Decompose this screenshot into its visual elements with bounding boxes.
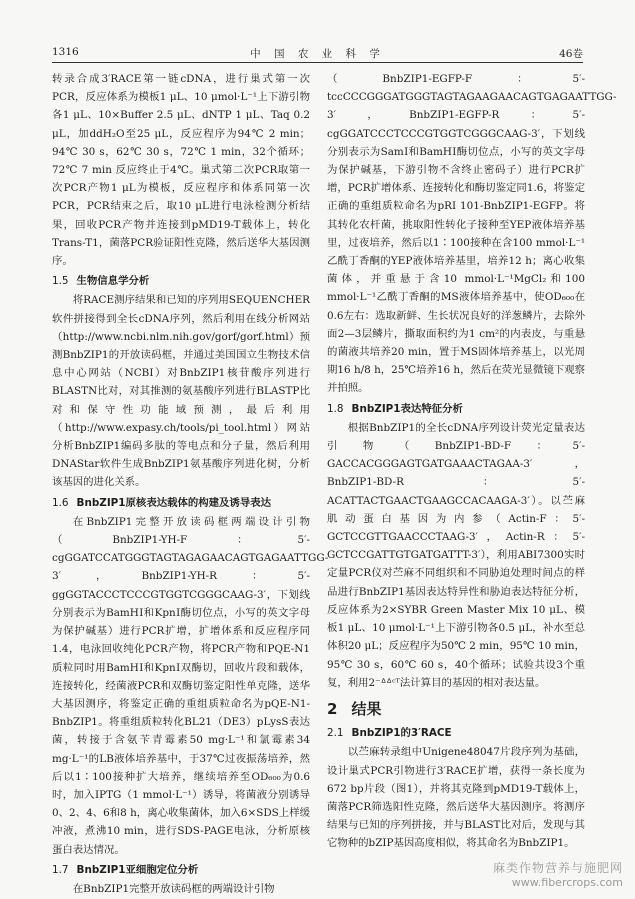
section-number: 1.7 xyxy=(52,863,69,876)
watermark xyxy=(493,859,623,889)
section-number: 2 xyxy=(327,699,338,718)
paragraph: 转录合成3′RACE第一链cDNA，进行巢式第一次PCR，反应体系为模板1 μL、10 μmol·L⁻¹上下游引物各1 μL、10×Buffer 2.5 μL、dNTP 1 μL、Taq 0.2 μL，加ddH₂O至25 μL，反应程序为94℃ 2 min；94℃ 30 s，62℃ 30 s，72℃ 1 min，32个循环；72℃ 7 min 反应终止于4℃。巢式第二次PCR取第一次PCR产物1 μL为模板，反应程序和体系同第一次PCR，PCR结束之后，取10 μL进行电泳检测分析结果，回收PCR产物并连接到pMD19-T载体上，转化Trans-T1，菌落PCR验证阳性克隆，然后送华大基因测序。 xyxy=(52,73,310,268)
section-title: BnbZIP1原核表达载体的构建及诱导表达 xyxy=(76,496,271,509)
watermark-url: www.fibercrops.com xyxy=(511,876,623,889)
paragraph: 在BnbZIP1完整开放读码框两端设计引物（BnbZIP1-YH-F：5′-cgGGATCCATGGGTAGTAGAGAACAGTGAGAATTGG-3′，BnbZIP1-YH-R：5′-ggGGTACCCTCCCGTGGTCGGGCAAG-3′，下划线分别表示为BamHⅠ和KpnⅠ酶切位点，小写的英文字母为保护碱基）进行PCR扩增，扩增体系和反应程序同1.4，电泳回收纯化PCR产物，将PCR产物和PQE-N1质粒同时用BamHⅠ和KpnⅠ双酶切，回收片段和载体，连接转化，经菌液PCR和双酶切鉴定阳性单克隆，送华大基因测序，将鉴定正确的重组质粒命名为pQE-N1-BnbZIP1。将重组质粒转化BL21（DE3）pLysS表达菌，转接于含氨苄青霉素50 mg·L⁻¹和氯霉素34 mg·L⁻¹的LB液体培养基中，于37℃过夜振荡培养，然后以1∶100接种扩大培养，继续培养至OD₆₀₀为0.6时，加入IPTG（1 mmol·L⁻¹）诱导，将菌液分别诱导0、2、4、6和8 h，离心收集菌体，加入6×SDS上样缓冲液，煮沸10 min，进行SDS-PAGE电泳，分析原核蛋白表达情况。 xyxy=(52,515,329,856)
section-title: BnbZIP1表达特征分析 xyxy=(351,402,463,415)
section-title: BnbZIP1亚细胞定位分析 xyxy=(76,863,199,876)
section-number: 1.6 xyxy=(52,496,69,509)
page-number: 1316 xyxy=(52,46,79,58)
journal-name: 中 国 农 业 科 学 xyxy=(250,48,385,60)
section-heading-1-6 xyxy=(52,494,310,512)
section-title: BnbZIP1的3′RACE xyxy=(351,727,452,740)
section-heading-2-1 xyxy=(327,724,585,742)
paragraph: （BnbZIP1-EGFP-F：5′-tccCCCGGGATGGGTAGTAGAAGAACAGTGAGAATTGG-3′，BnbZIP1-EGFP-R：5′-cgGGATCCCTCCCGTGGTCGGGCAAG-3′，下划线分别表示为SamⅠ和BamHⅠ酶切位点，小写的英文字母为保护碱基，下游引物不含终止密码子）进行PCR扩增，PCR扩增体系、连接转化和酶切鉴定同1.6，将鉴定正确的重组质粒命名为pRI 101-BnbZIP1-EGFP。将其转化农杆菌，挑取阳性转化子接种至YEP液体培养基里，过夜培养，然后以1∶100接种在含100 mmol·L⁻¹乙酰丁香酮的YEP液体培养基里，培养12 h；离心收集菌体，并重悬于含10 mmol·L⁻¹MgCl₂和100 mmol·L⁻¹乙酰丁香酮的MS液体培养基中，使OD₆₀₀在0.6左右：选取新鲜、生长状况良好的洋葱鳞片，去除外面2—3层鳞片，撕取面积约为1 cm²的内表皮，与重悬的菌液共培养20 min，置于MS固体培养基上，以光周期16 h/8 h，25℃培养16 h，然后在荧光显微镜下观察并拍照。 xyxy=(327,73,617,395)
running-header xyxy=(52,44,583,63)
section-heading-1-8 xyxy=(327,400,585,418)
section-number: 1.8 xyxy=(327,402,344,415)
section-heading-2 xyxy=(327,700,585,718)
paragraph: 根据BnbZIP1的全长cDNA序列设计荧光定量表达引物（BnbZIP1-BD-F：5′-GACCACGGGAGTGATGAAACTAGAA-3′，BnbZIP1-BD-R：5′-ACATTACTGAACTGAAGCCACAAGA-3′）。以苎麻肌动蛋白基因为内参（Actin-F：5′-GCTCCGTTGAACCCTAAG-3′，Actin-R：5′-GCTCCGATTGTGATGATTT-3′），利用ABI7300实时定量PCR仪对苎麻不同组织和不同胁迫处理时间点的样品进行BnbZIP1基因表达特异性和胁迫表达特征分析，反应体系为2×SYBR Green Master Mix 10 μL、模板1 μL、10 μmol·L⁻¹上下游引物各0.5 μL，补水至总体积20 μL；反应程序为50℃ 2 min，95℃ 10 min，95℃ 30 s，60℃ 60 s，40个循环；试验共设3个重复，利用2⁻ᐞᐞᶜᵀ法计算目的基因的相对表达量。 xyxy=(327,421,585,689)
paragraph: 以苎麻转录组中Unigene48047片段序列为基础，设计巢式PCR引物进行3′RACE扩增，获得一条长度为672 bp片段（图1），并将其克隆到pMD19-T载体上，菌落PCR筛选阳性克隆，然后送华大基因测序。将测序结果与已知的序列拼接，并与BLAST比对后，发现与其它物种的bZIP基因高度相似，将其命名为BnbZIP1。 xyxy=(327,746,585,850)
section-number: 1.5 xyxy=(52,275,69,288)
section-number: 2.1 xyxy=(327,727,344,740)
watermark-site-name: 麻类作物营养与施肥网 xyxy=(492,861,623,875)
paragraph: 在BnbZIP1完整开放读码框的两端设计引物 xyxy=(72,882,275,895)
left-column xyxy=(52,70,329,898)
right-column xyxy=(327,70,617,853)
volume-label: 46卷 xyxy=(559,48,583,60)
section-heading-1-7 xyxy=(52,861,310,879)
section-title: 结果 xyxy=(351,699,382,718)
section-heading-1-5 xyxy=(52,272,310,290)
paragraph: 将RACE测序结果和已知的序列用SEQUENCHER软件拼接得到全长cDNA序列，然后利用在线分析网站（http://www.ncbi.nlm.nih.gov/gorf/gorf.html）预测BnbZIP1的开放读码框，并通过美国国立生物技术信息中心网站（NCBI）对BnbZIP1核苷酸序列进行BLASTN比对，对其推测的氨基酸序列进行BLASTP比对和保守性功能域预测，最后利用（http://www.expasy.ch/tools/pi_tool.html）网站分析BnbZIP1编码多肽的等电点和分子量，然后利用DNAStar软件生成BnbZIP1氨基酸序列进化树，分析该基因的进化关系。 xyxy=(52,294,310,489)
section-title: 生物信息学分析 xyxy=(76,275,150,288)
